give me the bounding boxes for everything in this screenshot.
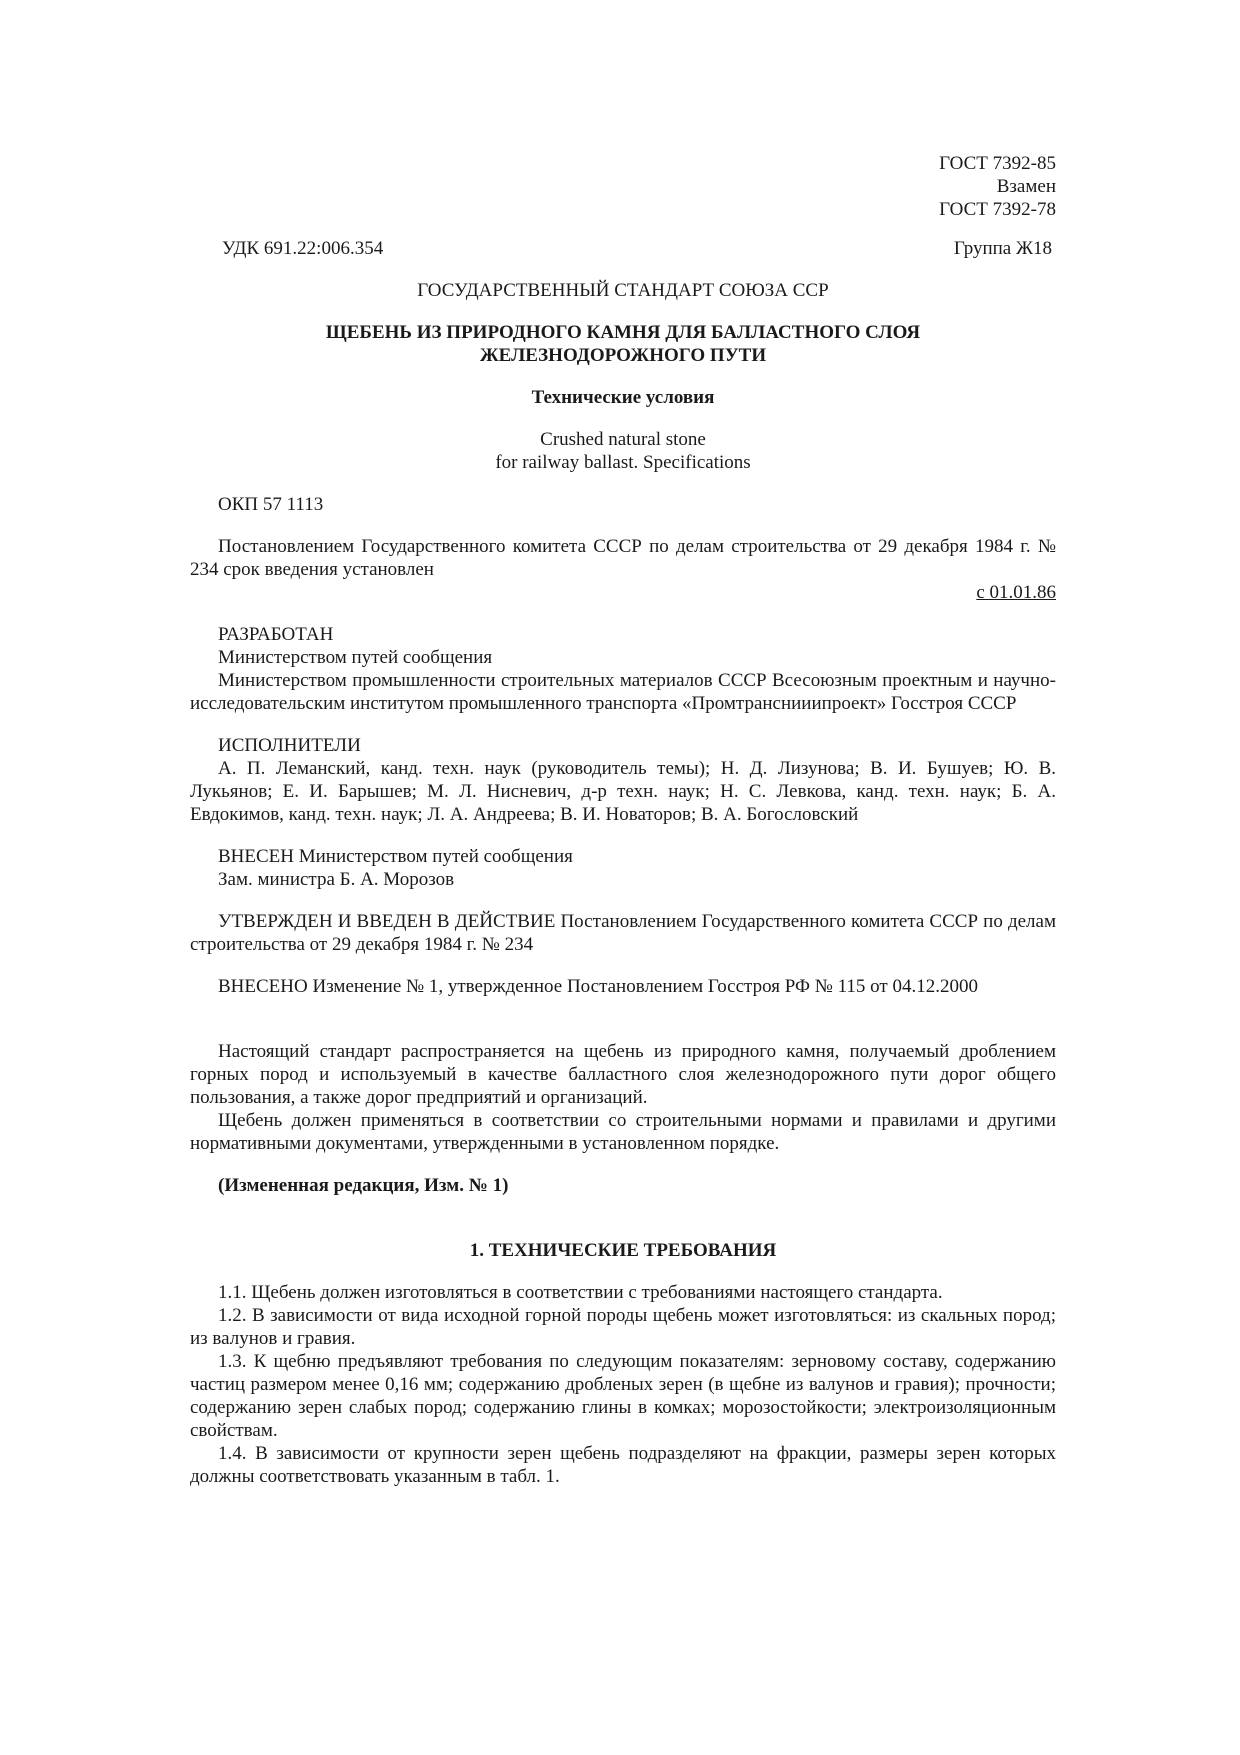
replaces-label: Взамен — [996, 176, 1056, 197]
gost-number: ГОСТ 7392-85 — [939, 153, 1056, 174]
clause-1-3: 1.3. К щебню предъявляют требования по следующим показателям: зерновому составу, содержанию частиц размером менее 0,16 мм; содержанию дробленых зерен (в щебне из валунов и гравия); прочности; содержанию зерен слабых пород; содержанию глины в комках; морозостойкости; электроизоляционным свойствам. — [190, 1351, 1056, 1441]
document-subtitle: Технические условия — [531, 387, 715, 408]
introduced-by: ВНЕСЕН Министерством путей сообщения — [218, 846, 573, 867]
approved-paragraph: УТВЕРЖДЕН И ВВЕДЕН В ДЕЙСТВИЕ Постановлением Государственного комитета СССР по делам строительства от 29 декабря 1984 г. № 234 — [190, 911, 1056, 955]
deputy-minister: Зам. министра Б. А. Морозов — [218, 869, 455, 890]
english-title-line2: for railway ballast. Specifications — [495, 452, 751, 473]
developed-by-ministry: Министерством путей сообщения — [218, 647, 493, 668]
section-1-heading: 1. ТЕХНИЧЕСКИЕ ТРЕБОВАНИЯ — [469, 1240, 777, 1261]
executors-list: А. П. Леманский, канд. техн. наук (руководитель темы); Н. Д. Лизунова; В. И. Бушуев; Ю. В. Лукьянов; Е. И. Барышев; М. Л. Нисневич, д-р техн. наук; Н. С. Левкова, канд. техн. наук; Б. А. Евдокимов, канд. техн. наук; Л. А. Андреева; В. И. Новаторов; В. А. Богословский — [190, 758, 1056, 825]
old-gost-number: ГОСТ 7392-78 — [939, 199, 1056, 220]
scope-paragraph-2: Щебень должен применяться в соответствии со строительными нормами и правилами и другими нормативными документами, утвержденными в установленном порядке. — [190, 1110, 1056, 1154]
developed-heading: РАЗРАБОТАН — [218, 624, 334, 645]
state-standard-heading: ГОСУДАРСТВЕННЫЙ СТАНДАРТ СОЮЗА ССР — [417, 280, 829, 301]
udk-group-row — [190, 237, 1056, 260]
scope-paragraph-1: Настоящий стандарт распространяется на щебень из природного камня, получаемый дроблением горных пород и используемый в качестве балластного слоя железнодорожного пути дорог общего пользования, а также дорог предприятий и организаций. — [190, 1041, 1056, 1108]
document-title-line2: ЖЕЛЕЗНОДОРОЖНОГО ПУТИ — [479, 345, 767, 366]
decree-paragraph: Постановлением Государственного комитета СССР по делам строительства от 29 декабря 1984 г. № 234 срок введения установлен — [190, 536, 1056, 580]
clause-1-2: 1.2. В зависимости от вида исходной горной породы щебень может изготовляться: из скальных пород; из валунов и гравия. — [190, 1305, 1056, 1349]
revision-note: (Измененная редакция, Изм. № 1) — [218, 1175, 509, 1196]
clause-1-1: 1.1. Щебень должен изготовляться в соответствии с требованиями настоящего стандарта. — [218, 1282, 943, 1303]
english-title-line1: Crushed natural stone — [540, 429, 706, 450]
udk-code: УДК 691.22:006.354 — [222, 238, 384, 259]
document-page — [190, 152, 1056, 1488]
executors-heading: ИСПОЛНИТЕЛИ — [218, 735, 361, 756]
okp-code: ОКП 57 1113 — [218, 494, 324, 515]
clause-1-4: 1.4. В зависимости от крупности зерен щебень подразделяют на фракции, размеры зерен которых должны соответствовать указанным в табл. 1. — [190, 1443, 1056, 1487]
amendment-note: ВНЕСЕНО Изменение № 1, утвержденное Постановлением Госстроя РФ № 115 от 04.12.2000 — [218, 976, 978, 997]
developed-by-institute: Министерством промышленности строительных материалов СССР Всесоюзным проектным и научно-исследовательским институтом промышленного транспорта «Промтранснииипроект» Госстроя СССР — [190, 670, 1056, 714]
document-title-line1: ЩЕБЕНЬ ИЗ ПРИРОДНОГО КАМНЯ ДЛЯ БАЛЛАСТНОГО СЛОЯ — [325, 322, 921, 343]
group-code: Группа Ж18 — [953, 238, 1052, 259]
effective-date: с 01.01.86 — [976, 582, 1056, 603]
